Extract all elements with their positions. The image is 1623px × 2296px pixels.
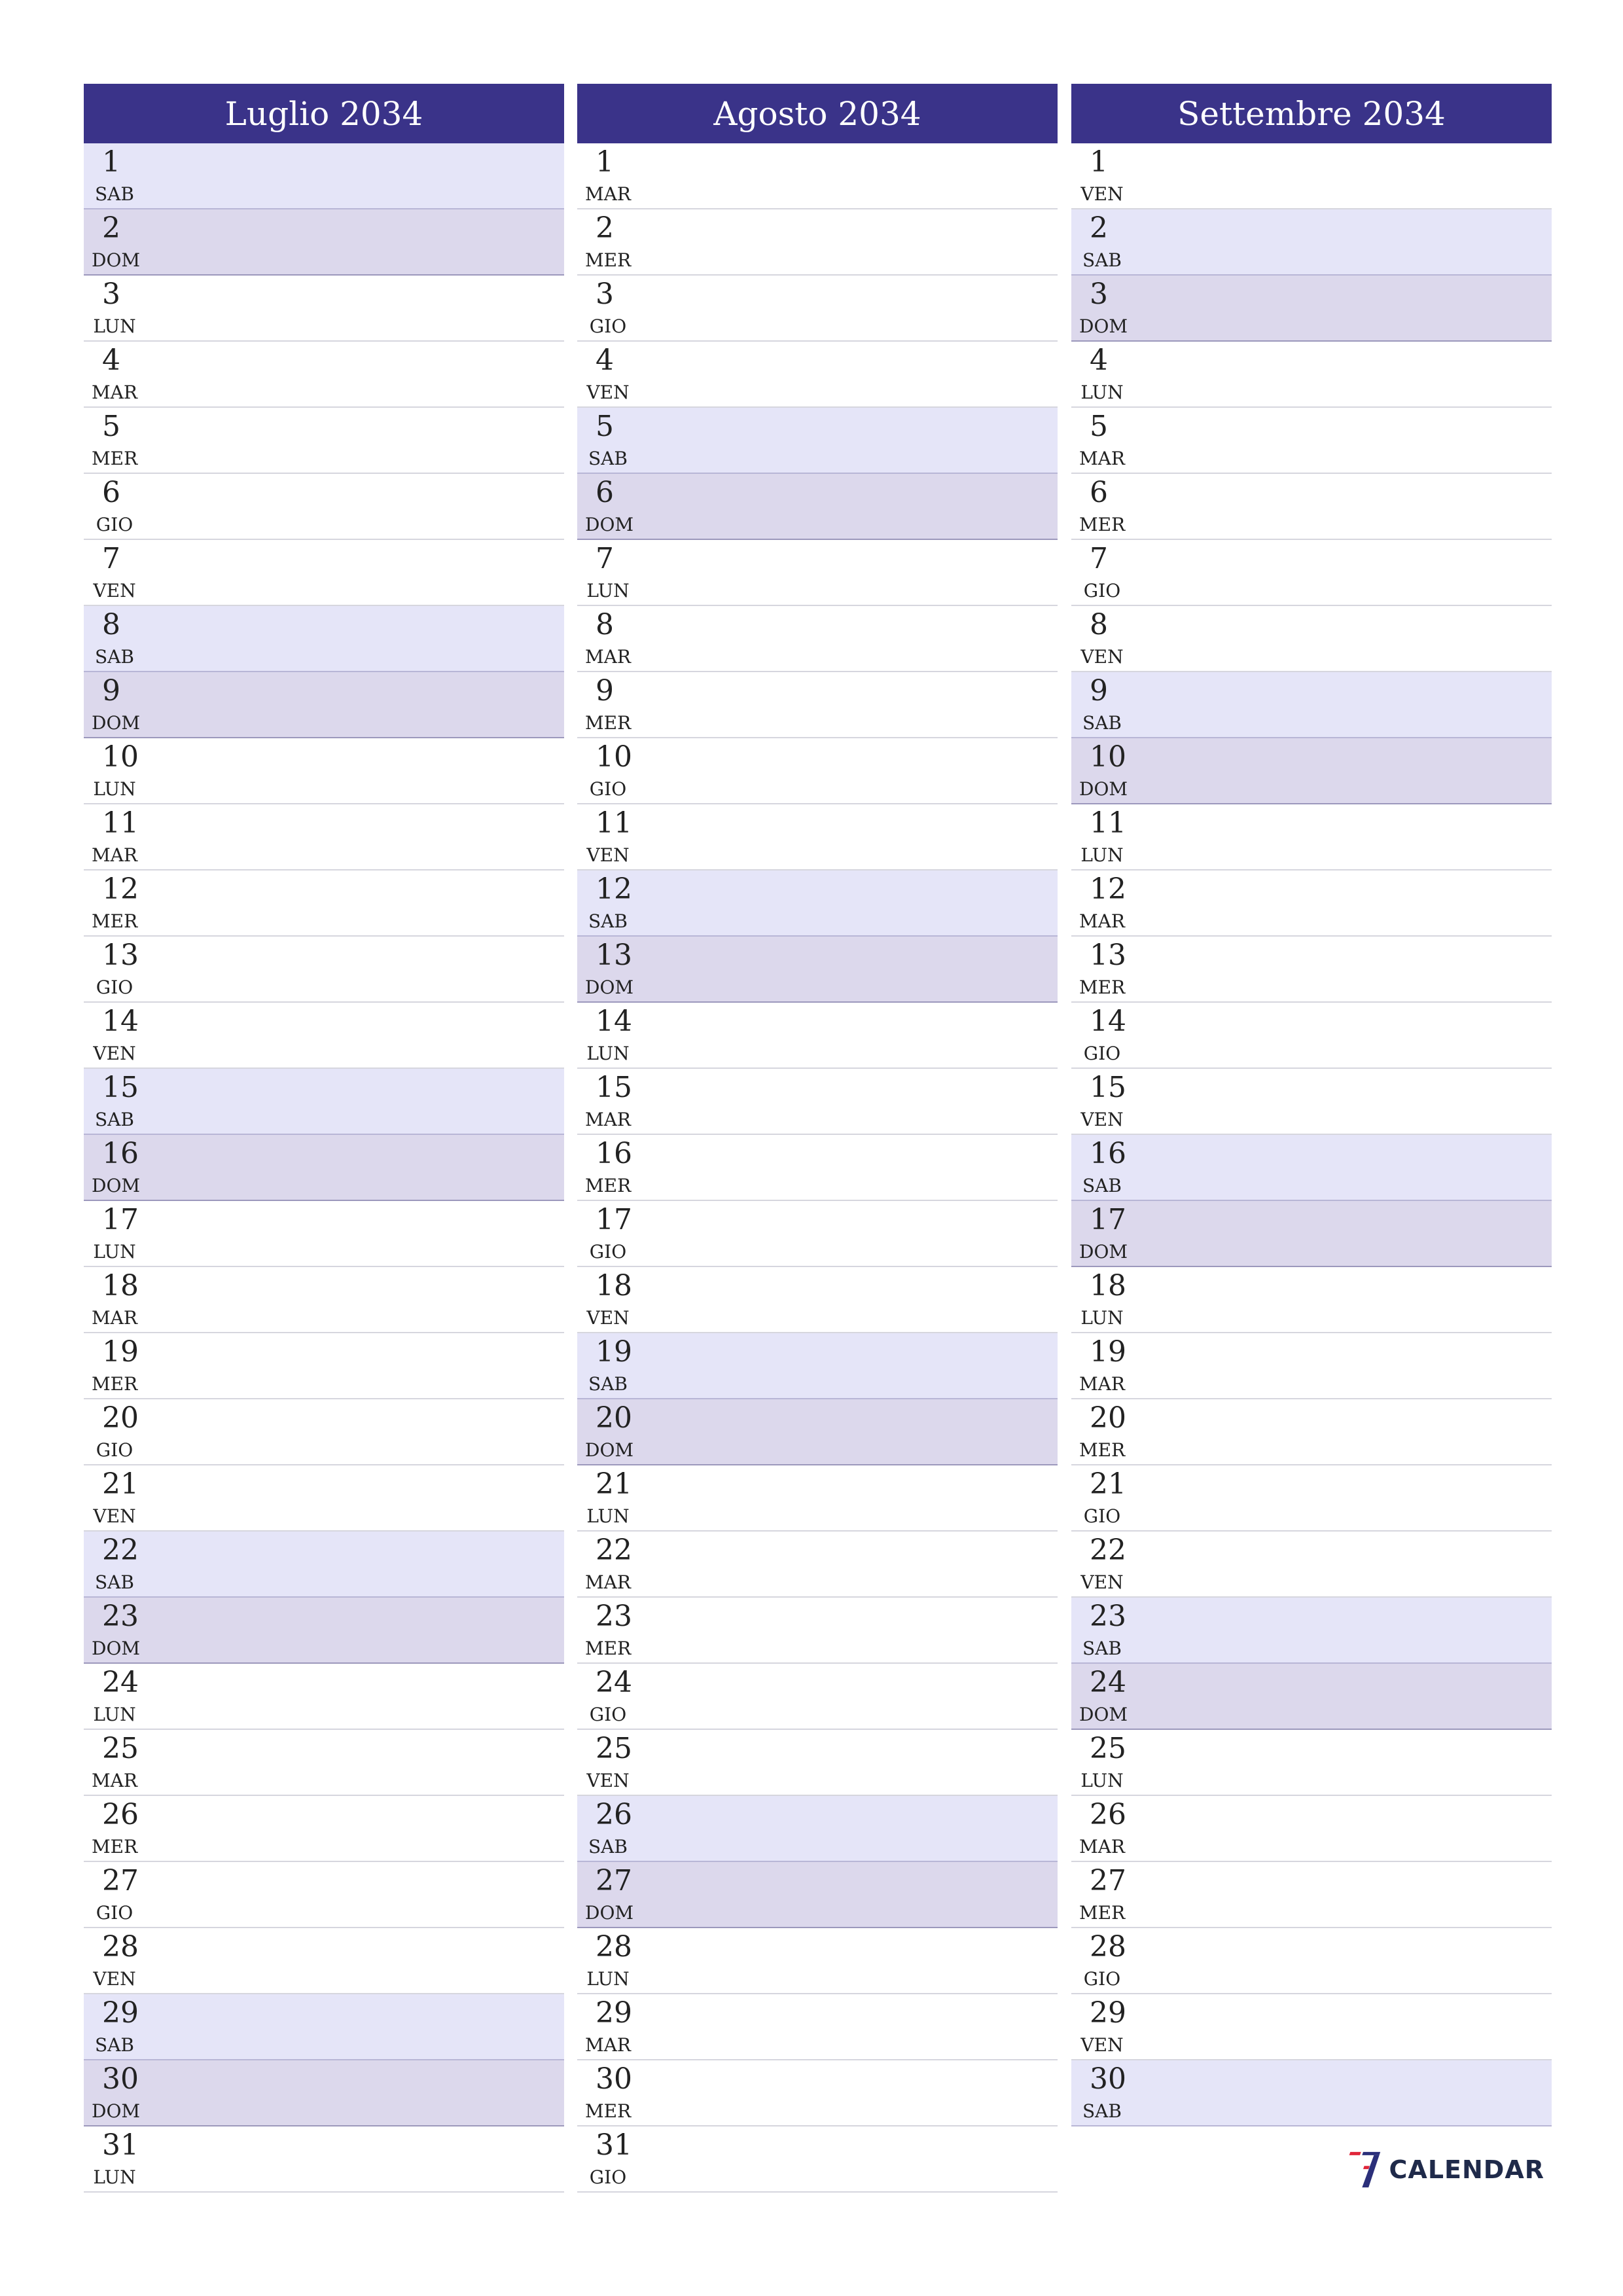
day-of-week: VEN bbox=[586, 1770, 630, 1791]
day-row bbox=[84, 672, 564, 738]
day-number: 27 bbox=[102, 1864, 139, 1897]
day-of-week: VEN bbox=[1080, 183, 1124, 205]
day-of-week: DOM bbox=[92, 249, 141, 271]
day-row bbox=[577, 1003, 1058, 1069]
day-row bbox=[577, 1664, 1058, 1730]
day-of-week: MAR bbox=[585, 1571, 631, 1593]
day-row bbox=[577, 1862, 1058, 1928]
day-number: 21 bbox=[1090, 1467, 1126, 1501]
day-number: 4 bbox=[596, 344, 614, 377]
day-row bbox=[577, 1201, 1058, 1267]
day-of-week: DOM bbox=[92, 1638, 141, 1659]
day-row bbox=[577, 209, 1058, 276]
day-number: 23 bbox=[102, 1600, 139, 1633]
day-row bbox=[577, 2126, 1058, 2193]
day-row bbox=[1071, 1465, 1552, 1532]
day-of-week: LUN bbox=[1080, 382, 1124, 403]
day-of-week: DOM bbox=[1079, 315, 1128, 337]
day-number: 25 bbox=[596, 1732, 632, 1765]
day-row bbox=[84, 1862, 564, 1928]
day-row bbox=[84, 738, 564, 804]
day-of-week: DOM bbox=[1079, 1704, 1128, 1725]
day-of-week: LUN bbox=[586, 1505, 630, 1527]
day-of-week: GIO bbox=[589, 1241, 627, 1263]
day-row bbox=[1071, 1928, 1552, 1994]
day-row bbox=[84, 1267, 564, 1333]
day-row bbox=[577, 143, 1058, 209]
day-row bbox=[1071, 1333, 1552, 1399]
day-of-week: GIO bbox=[589, 315, 627, 337]
day-number: 7 bbox=[102, 542, 120, 575]
day-row bbox=[1071, 474, 1552, 540]
day-number: 6 bbox=[1090, 476, 1108, 509]
day-row bbox=[577, 1069, 1058, 1135]
day-row bbox=[1071, 1862, 1552, 1928]
day-row bbox=[1071, 143, 1552, 209]
day-number: 31 bbox=[102, 2128, 139, 2162]
day-number: 3 bbox=[596, 278, 614, 311]
day-number: 26 bbox=[102, 1798, 139, 1831]
day-of-week: SAB bbox=[95, 183, 134, 205]
day-number: 30 bbox=[596, 2062, 632, 2096]
day-number: 9 bbox=[596, 674, 614, 708]
day-row bbox=[84, 1135, 564, 1201]
day-number: 1 bbox=[102, 145, 120, 179]
day-row bbox=[84, 209, 564, 276]
day-row bbox=[1071, 1399, 1552, 1465]
day-row bbox=[84, 276, 564, 342]
day-number: 5 bbox=[102, 410, 120, 443]
day-of-week: VEN bbox=[93, 580, 136, 601]
day-number: 2 bbox=[1090, 211, 1108, 245]
day-number: 21 bbox=[102, 1467, 139, 1501]
day-of-week: DOM bbox=[585, 514, 634, 535]
day-row bbox=[577, 1399, 1058, 1465]
day-of-week: VEN bbox=[1080, 646, 1124, 668]
day-row bbox=[577, 408, 1058, 474]
day-number: 7 bbox=[596, 542, 614, 575]
day-number: 28 bbox=[1090, 1930, 1126, 1964]
day-number: 19 bbox=[1090, 1335, 1126, 1369]
day-number: 11 bbox=[596, 806, 632, 840]
day-row bbox=[84, 1003, 564, 1069]
day-of-week: SAB bbox=[1082, 1175, 1122, 1196]
day-row bbox=[577, 738, 1058, 804]
day-number: 24 bbox=[596, 1666, 632, 1699]
day-number: 18 bbox=[596, 1269, 632, 1302]
day-row bbox=[84, 1333, 564, 1399]
day-of-week: VEN bbox=[93, 1505, 136, 1527]
day-number: 14 bbox=[102, 1005, 139, 1038]
day-row bbox=[577, 804, 1058, 870]
day-row bbox=[577, 937, 1058, 1003]
day-number: 9 bbox=[102, 674, 120, 708]
month-header: Agosto 2034 bbox=[577, 84, 1058, 143]
day-of-week: GIO bbox=[589, 2166, 627, 2188]
day-row bbox=[84, 1399, 564, 1465]
day-row bbox=[1071, 672, 1552, 738]
day-row bbox=[577, 1796, 1058, 1862]
day-of-week: MAR bbox=[1079, 1373, 1125, 1395]
day-of-week: GIO bbox=[96, 977, 134, 998]
day-number: 22 bbox=[1090, 1534, 1126, 1567]
day-row bbox=[1071, 2060, 1552, 2126]
day-of-week: DOM bbox=[585, 977, 634, 998]
day-row bbox=[84, 1532, 564, 1598]
day-number: 6 bbox=[102, 476, 120, 509]
day-row bbox=[1071, 540, 1552, 606]
day-number: 17 bbox=[102, 1203, 139, 1236]
day-row bbox=[1071, 1135, 1552, 1201]
day-row bbox=[577, 1135, 1058, 1201]
day-of-week: LUN bbox=[1080, 1307, 1124, 1329]
day-number: 29 bbox=[102, 1996, 139, 2030]
month-column-july bbox=[84, 84, 564, 2193]
day-of-week: LUN bbox=[1080, 1770, 1124, 1791]
day-row bbox=[577, 1598, 1058, 1664]
day-number: 6 bbox=[596, 476, 614, 509]
day-number: 13 bbox=[596, 939, 632, 972]
day-of-week: MER bbox=[92, 448, 138, 469]
day-number: 20 bbox=[102, 1401, 139, 1435]
day-number: 4 bbox=[102, 344, 120, 377]
month-header: Settembre 2034 bbox=[1071, 84, 1552, 143]
day-number: 12 bbox=[102, 872, 139, 906]
day-number: 7 bbox=[1090, 542, 1108, 575]
day-of-week: SAB bbox=[588, 910, 628, 932]
day-number: 2 bbox=[102, 211, 120, 245]
day-number: 12 bbox=[596, 872, 632, 906]
day-number: 27 bbox=[1090, 1864, 1126, 1897]
day-row bbox=[1071, 1730, 1552, 1796]
day-number: 17 bbox=[1090, 1203, 1126, 1236]
day-row bbox=[84, 804, 564, 870]
day-row bbox=[84, 143, 564, 209]
day-row bbox=[1071, 1994, 1552, 2060]
day-of-week: DOM bbox=[92, 2100, 141, 2122]
day-number: 13 bbox=[1090, 939, 1126, 972]
day-number: 24 bbox=[102, 1666, 139, 1699]
day-number: 30 bbox=[102, 2062, 139, 2096]
day-row bbox=[84, 937, 564, 1003]
day-row bbox=[577, 1928, 1058, 1994]
day-number: 21 bbox=[596, 1467, 632, 1501]
day-of-week: MAR bbox=[92, 382, 137, 403]
day-of-week: VEN bbox=[93, 1043, 136, 1064]
day-of-week: VEN bbox=[1080, 2034, 1124, 2056]
day-of-week: MER bbox=[585, 1638, 632, 1659]
day-row bbox=[577, 870, 1058, 937]
day-of-week: LUN bbox=[93, 1704, 136, 1725]
day-of-week: SAB bbox=[95, 646, 134, 668]
day-of-week: MER bbox=[585, 1175, 632, 1196]
day-of-week: SAB bbox=[1082, 2100, 1122, 2122]
day-row bbox=[577, 1465, 1058, 1532]
month-header: Luglio 2034 bbox=[84, 84, 564, 143]
day-row bbox=[577, 474, 1058, 540]
day-row bbox=[577, 2060, 1058, 2126]
day-number: 20 bbox=[596, 1401, 632, 1435]
day-of-week: LUN bbox=[586, 1043, 630, 1064]
day-of-week: MER bbox=[92, 1373, 138, 1395]
day-row bbox=[1071, 1267, 1552, 1333]
day-row bbox=[577, 1994, 1058, 2060]
day-of-week: GIO bbox=[96, 514, 134, 535]
day-number: 1 bbox=[596, 145, 614, 179]
day-of-week: LUN bbox=[93, 315, 136, 337]
day-number: 13 bbox=[102, 939, 139, 972]
day-row bbox=[577, 672, 1058, 738]
day-row bbox=[84, 870, 564, 937]
day-row bbox=[84, 606, 564, 672]
day-number: 24 bbox=[1090, 1666, 1126, 1699]
day-number: 10 bbox=[102, 740, 139, 774]
day-number: 17 bbox=[596, 1203, 632, 1236]
day-number: 23 bbox=[1090, 1600, 1126, 1633]
day-of-week: MER bbox=[1079, 1902, 1126, 1924]
day-row bbox=[1071, 209, 1552, 276]
day-row bbox=[1071, 1069, 1552, 1135]
day-row bbox=[577, 1532, 1058, 1598]
month-column-august bbox=[577, 84, 1058, 2193]
day-row bbox=[84, 1796, 564, 1862]
day-row bbox=[84, 1069, 564, 1135]
day-number: 18 bbox=[1090, 1269, 1126, 1302]
day-of-week: DOM bbox=[92, 712, 141, 734]
day-list bbox=[577, 143, 1058, 2193]
day-row bbox=[1071, 1201, 1552, 1267]
day-number: 4 bbox=[1090, 344, 1108, 377]
day-row bbox=[84, 1598, 564, 1664]
day-number: 30 bbox=[1090, 2062, 1126, 2096]
day-row bbox=[577, 1333, 1058, 1399]
day-number: 15 bbox=[596, 1071, 632, 1104]
day-number: 9 bbox=[1090, 674, 1108, 708]
day-of-week: SAB bbox=[588, 1836, 628, 1857]
day-number: 28 bbox=[596, 1930, 632, 1964]
day-of-week: MAR bbox=[585, 1109, 631, 1130]
day-row bbox=[577, 1730, 1058, 1796]
day-of-week: VEN bbox=[1080, 1109, 1124, 1130]
day-number: 22 bbox=[596, 1534, 632, 1567]
day-of-week: LUN bbox=[1080, 844, 1124, 866]
day-number: 25 bbox=[102, 1732, 139, 1765]
day-number: 31 bbox=[596, 2128, 632, 2162]
day-row bbox=[84, 1994, 564, 2060]
day-row bbox=[84, 1201, 564, 1267]
brand-name: CALENDAR bbox=[1389, 2155, 1544, 2184]
day-of-week: MER bbox=[1079, 977, 1126, 998]
day-row bbox=[84, 474, 564, 540]
day-list bbox=[84, 143, 564, 2193]
day-of-week: MAR bbox=[92, 1770, 137, 1791]
month-column-september bbox=[1071, 84, 1552, 2126]
day-number: 20 bbox=[1090, 1401, 1126, 1435]
day-of-week: GIO bbox=[1083, 1968, 1121, 1990]
day-of-week: LUN bbox=[586, 1968, 630, 1990]
day-row bbox=[84, 1730, 564, 1796]
day-of-week: MER bbox=[92, 910, 138, 932]
day-of-week: SAB bbox=[1082, 249, 1122, 271]
day-of-week: MER bbox=[585, 249, 632, 271]
day-row bbox=[577, 1267, 1058, 1333]
day-number: 19 bbox=[102, 1335, 139, 1369]
day-of-week: SAB bbox=[95, 1571, 134, 1593]
day-of-week: DOM bbox=[1079, 778, 1128, 800]
day-row bbox=[1071, 804, 1552, 870]
day-of-week: SAB bbox=[588, 448, 628, 469]
day-of-week: VEN bbox=[1080, 1571, 1124, 1593]
day-of-week: MAR bbox=[92, 844, 137, 866]
day-of-week: GIO bbox=[96, 1439, 134, 1461]
day-row bbox=[84, 342, 564, 408]
day-of-week: SAB bbox=[95, 1109, 134, 1130]
day-row bbox=[1071, 870, 1552, 937]
day-number: 10 bbox=[1090, 740, 1126, 774]
day-row bbox=[577, 276, 1058, 342]
day-number: 29 bbox=[1090, 1996, 1126, 2030]
day-of-week: GIO bbox=[589, 778, 627, 800]
day-number: 26 bbox=[596, 1798, 632, 1831]
day-number: 19 bbox=[596, 1335, 632, 1369]
day-of-week: MAR bbox=[1079, 1836, 1125, 1857]
day-row bbox=[1071, 1796, 1552, 1862]
day-of-week: LUN bbox=[586, 580, 630, 601]
day-number: 16 bbox=[1090, 1137, 1126, 1170]
day-of-week: DOM bbox=[585, 1439, 634, 1461]
day-row bbox=[84, 1928, 564, 1994]
day-row bbox=[577, 342, 1058, 408]
day-of-week: MER bbox=[1079, 1439, 1126, 1461]
day-row bbox=[1071, 738, 1552, 804]
day-of-week: DOM bbox=[1079, 1241, 1128, 1263]
day-number: 14 bbox=[1090, 1005, 1126, 1038]
day-number: 12 bbox=[1090, 872, 1126, 906]
day-number: 8 bbox=[102, 608, 120, 641]
day-number: 15 bbox=[102, 1071, 139, 1104]
day-number: 11 bbox=[102, 806, 139, 840]
day-of-week: GIO bbox=[1083, 580, 1121, 601]
day-of-week: MER bbox=[92, 1836, 138, 1857]
day-number: 18 bbox=[102, 1269, 139, 1302]
day-row bbox=[1071, 342, 1552, 408]
day-of-week: GIO bbox=[1083, 1043, 1121, 1064]
day-row bbox=[1071, 1532, 1552, 1598]
day-number: 2 bbox=[596, 211, 614, 245]
day-number: 16 bbox=[596, 1137, 632, 1170]
day-number: 16 bbox=[102, 1137, 139, 1170]
day-of-week: DOM bbox=[585, 1902, 634, 1924]
day-of-week: SAB bbox=[95, 2034, 134, 2056]
day-number: 8 bbox=[596, 608, 614, 641]
day-of-week: MAR bbox=[92, 1307, 137, 1329]
day-of-week: MER bbox=[1079, 514, 1126, 535]
day-of-week: MER bbox=[585, 2100, 632, 2122]
day-of-week: LUN bbox=[93, 2166, 136, 2188]
day-row bbox=[1071, 1598, 1552, 1664]
day-number: 1 bbox=[1090, 145, 1108, 179]
day-number: 15 bbox=[1090, 1071, 1126, 1104]
day-row bbox=[84, 2060, 564, 2126]
day-of-week: LUN bbox=[93, 778, 136, 800]
day-row bbox=[84, 540, 564, 606]
day-number: 5 bbox=[1090, 410, 1108, 443]
day-list bbox=[1071, 143, 1552, 2126]
day-of-week: VEN bbox=[586, 844, 630, 866]
day-of-week: MAR bbox=[585, 646, 631, 668]
day-number: 28 bbox=[102, 1930, 139, 1964]
day-number: 23 bbox=[596, 1600, 632, 1633]
brand-logo bbox=[1348, 2145, 1544, 2194]
day-of-week: SAB bbox=[1082, 712, 1122, 734]
day-of-week: MAR bbox=[1079, 448, 1125, 469]
day-number: 10 bbox=[596, 740, 632, 774]
day-number: 3 bbox=[1090, 278, 1108, 311]
day-of-week: MAR bbox=[1079, 910, 1125, 932]
day-row bbox=[1071, 937, 1552, 1003]
day-of-week: MER bbox=[585, 712, 632, 734]
seven-logo-icon bbox=[1348, 2145, 1383, 2194]
day-number: 26 bbox=[1090, 1798, 1126, 1831]
day-of-week: LUN bbox=[93, 1241, 136, 1263]
day-of-week: MAR bbox=[585, 2034, 631, 2056]
day-number: 27 bbox=[596, 1864, 632, 1897]
day-of-week: GIO bbox=[589, 1704, 627, 1725]
day-row bbox=[1071, 1003, 1552, 1069]
day-of-week: SAB bbox=[1082, 1638, 1122, 1659]
day-number: 8 bbox=[1090, 608, 1108, 641]
day-number: 25 bbox=[1090, 1732, 1126, 1765]
day-of-week: GIO bbox=[96, 1902, 134, 1924]
day-row bbox=[1071, 1664, 1552, 1730]
day-of-week: DOM bbox=[92, 1175, 141, 1196]
day-number: 5 bbox=[596, 410, 614, 443]
day-of-week: MAR bbox=[585, 183, 631, 205]
day-number: 29 bbox=[596, 1996, 632, 2030]
day-of-week: SAB bbox=[588, 1373, 628, 1395]
day-of-week: VEN bbox=[93, 1968, 136, 1990]
day-row bbox=[84, 1664, 564, 1730]
day-row bbox=[1071, 606, 1552, 672]
day-number: 3 bbox=[102, 278, 120, 311]
day-number: 11 bbox=[1090, 806, 1126, 840]
day-of-week: GIO bbox=[1083, 1505, 1121, 1527]
day-row bbox=[1071, 276, 1552, 342]
day-row bbox=[577, 606, 1058, 672]
day-row bbox=[577, 540, 1058, 606]
day-number: 14 bbox=[596, 1005, 632, 1038]
day-row bbox=[84, 2126, 564, 2193]
day-of-week: VEN bbox=[586, 382, 630, 403]
day-row bbox=[1071, 408, 1552, 474]
day-of-week: VEN bbox=[586, 1307, 630, 1329]
day-row bbox=[84, 1465, 564, 1532]
day-number: 22 bbox=[102, 1534, 139, 1567]
day-row bbox=[84, 408, 564, 474]
